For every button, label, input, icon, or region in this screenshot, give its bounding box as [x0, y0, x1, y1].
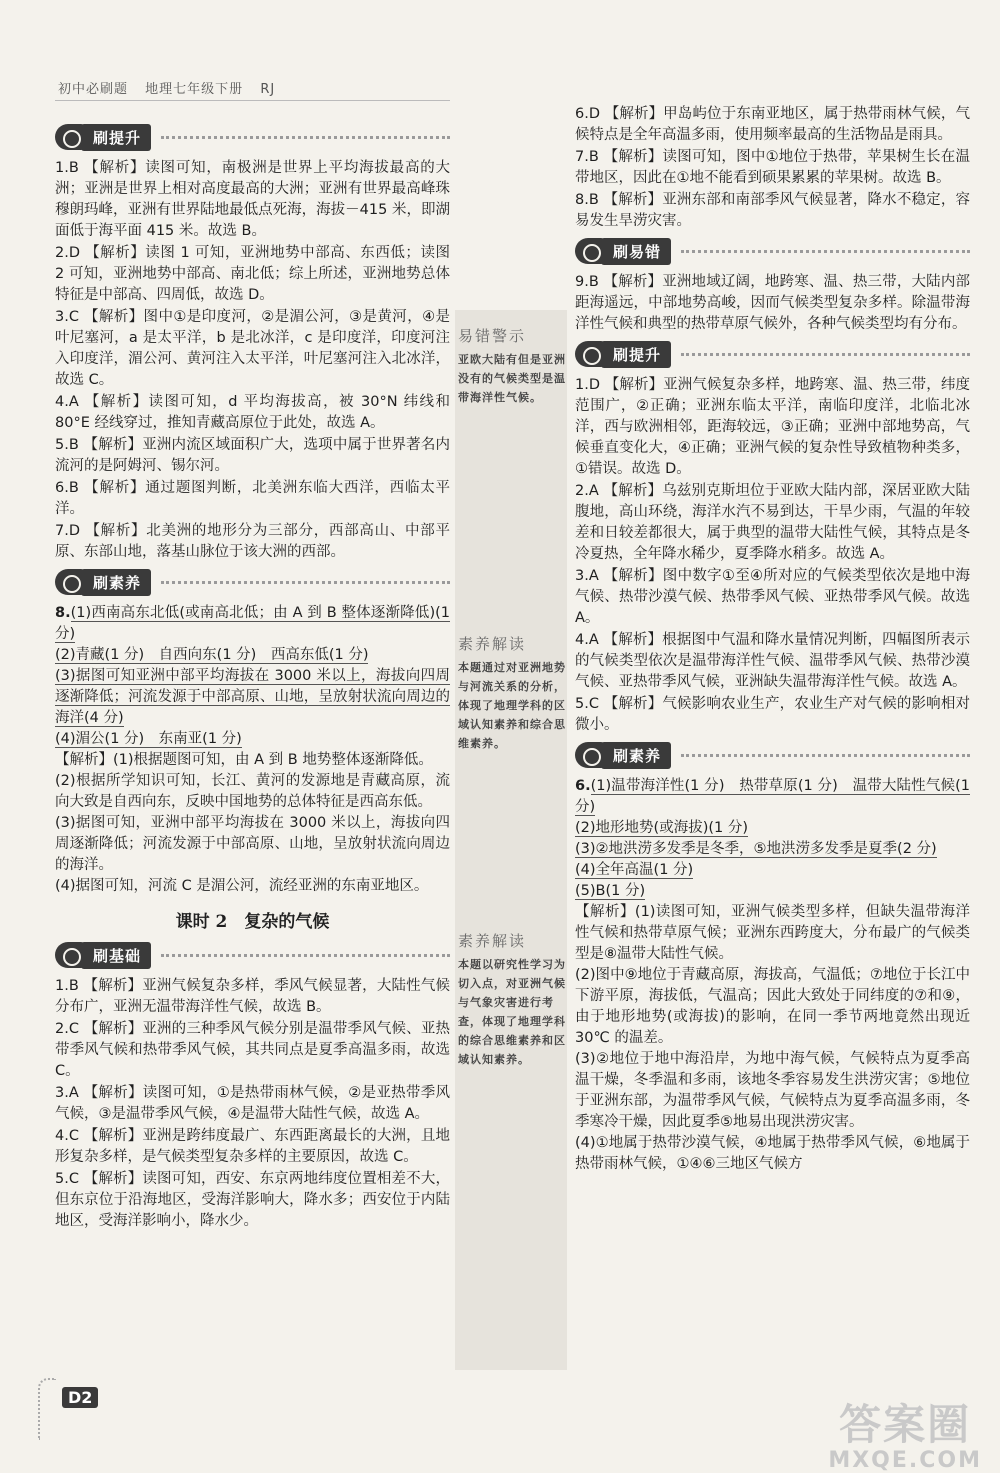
answer-item: 2.C 【解析】亚洲的三种季风气候分别是温带季风气候、亚热带季风气候和热带季风气候，其共同点是夏季高温多雨，故选 C。: [55, 1021, 450, 1079]
left-column: [55, 118, 450, 1233]
answer-line: (1)温带海洋性(1 分) 热带草原(1 分) 温带大陆性气候(1 分): [575, 778, 970, 815]
answer-item: 3.C 【解析】图中①是印度河，②是湄公河，③是黄河，④是叶尼塞河，a 是太平洋，b 是北冰洋，c 是印度洋，印度河注入印度洋，湄公河、黄河注入太平洋，叶尼塞河注入北冰洋，故选 C。: [55, 309, 450, 388]
question-number: 8.: [55, 605, 71, 621]
dotted-rule: [681, 353, 970, 356]
explanation: 【解析】(1)读图可知，亚洲气候类型多样，但缺失温带海洋性气候和热带草原气候；亚洲东西跨度大，分布最广的气候类型是⑧温带大陆性气候。: [575, 904, 970, 962]
answer-item: 1.D 【解析】亚洲气候复杂多样，地跨寒、温、热三带，纬度范围广，②正确；亚洲东临太平洋，南临印度洋，北临北冰洋，西与欧洲相邻，距海较远，③正确；亚洲中部地势高，气候垂直变化大，④正确；亚洲气候的复杂性导致植物种类多，①错误。故选 D。: [575, 377, 970, 477]
header-edition: RJ: [260, 82, 276, 97]
answer-item: 5.B 【解析】亚洲内流区域面积广大，选项中属于世界著名内流河的是阿姆河、锡尔河。: [55, 437, 450, 474]
note-literacy-2: [458, 930, 566, 1069]
pen-badge-icon: [575, 341, 605, 367]
answer-line: (2)地形地势(或海拔)(1 分): [575, 820, 749, 836]
note-literacy-1: [458, 633, 566, 753]
explanation: (3)据图可知，亚洲中部平均海拔在 3000 米以上，海拔向四周逐渐降低；河流发源于中部高原、山地，呈放射状流向周边的海洋。: [55, 815, 450, 873]
answer-line: (4)全年高温(1 分): [575, 862, 694, 878]
answer-item: 9.B 【解析】亚洲地域辽阔，地跨寒、温、热三带，大陆内部距海遥远，中部地势高峻，因而气候类型复杂多样。除温带海洋性气候和典型的热带草原气候外，各种气候类型均有分布。: [575, 274, 970, 332]
note-body: 本题通过对亚洲地势与河流关系的分析，体现了地理学科的区域认知素养和综合思维素养。: [458, 661, 566, 750]
note-body: 本题以研究性学习为切入点，对亚洲气候与气象灾害进行考查，体现了地理学科的综合思维素养和区域认知素养。: [458, 958, 566, 1066]
section-tag-label: 刷素养: [601, 742, 671, 769]
dotted-rule: [161, 581, 450, 584]
watermark-url: MXQE.COM: [828, 1448, 982, 1473]
answer-item: 4.A 【解析】根据图中气温和降水量情况判断，四幅图所表示的气候类型依次是温带海洋性气候、温带季风气候、热带沙漠气候、亚热带季风气候，亚洲缺失温带海洋性气候。故选 A。: [575, 632, 970, 690]
header-series: 初中必刷题: [58, 82, 129, 97]
note-error-warning: [458, 325, 566, 407]
answer-item: 3.A 【解析】图中数字①至④所对应的气候类型依次是地中海气候、热带沙漠气候、热带季风气候、亚热带季风气候。故选 A。: [575, 568, 970, 626]
question-8: [55, 603, 450, 750]
running-header: [58, 78, 287, 97]
dotted-rule: [161, 136, 450, 139]
answer-item: 3.A 【解析】读图可知，①是热带雨林气候，②是亚热带季风气候，③是温带季风气候，④是温带大陆性气候，故选 A。: [55, 1085, 450, 1122]
section-tag-label: 刷易错: [601, 238, 671, 265]
section-tag-jichu: [55, 940, 450, 970]
explanation: (4)①地属于热带沙漠气候，④地属于热带季风气候，⑥地属于热带雨林气候，①④⑥三地区气候方: [575, 1135, 970, 1172]
dotted-rule: [161, 954, 450, 957]
section-tag-label: 刷提升: [81, 124, 151, 151]
watermark: [828, 1392, 982, 1473]
answer-item: 6.B 【解析】通过题图判断，北美洲东临大西洋，西临太平洋。: [55, 480, 450, 517]
note-body: 亚欧大陆有但是亚洲没有的气候类型是温带海洋性气候。: [458, 353, 566, 404]
note-title: 易错警示: [458, 327, 527, 345]
answer-item: 5.C 【解析】气候影响农业生产，农业生产对气候的影响相对微小。: [575, 696, 970, 733]
answer-line: (2)青藏(1 分) 自西向东(1 分) 西高东低(1 分): [55, 647, 369, 663]
watermark-title: 答案圈: [839, 1400, 972, 1449]
answer-line: (3)②地洪涝多发季是冬季，⑤地洪涝多发季是夏季(2 分): [575, 841, 937, 857]
section-tag-suyang-2: [575, 740, 970, 770]
page-corner-decoration: [38, 1378, 56, 1440]
pen-badge-icon: [55, 124, 85, 150]
note-title: 素养解读: [458, 635, 527, 653]
section-tag-tisheng: [55, 122, 450, 152]
explanation: (2)根据所学知识可知，长江、黄河的发源地是青藏高原，流向大致是自西向东，反映中国地势的总体特征是西高东低。: [55, 773, 450, 810]
answer-line: (3)据图可知亚洲中部平均海拔在 3000 米以上，海拔向四周逐渐降低；河流发源于中部高原、山地，呈放射状流向周边的海洋(4 分): [55, 668, 450, 726]
section-tag-tisheng-2: [575, 339, 970, 369]
answer-item: 8.B 【解析】亚洲东部和南部季风气候显著，降水不稳定，容易发生旱涝灾害。: [575, 192, 970, 229]
answer-line: (5)B(1 分): [575, 883, 646, 899]
pen-badge-icon: [575, 238, 605, 264]
answer-item: 6.D 【解析】甲岛屿位于东南亚地区，属于热带雨林气候，气候特点是全年高温多雨，使用频率最高的生活物品是雨具。: [575, 106, 970, 143]
answer-item: 4.A 【解析】读图可知，d 平均海拔高，被 30°N 纬线和 80°E 经线穿过，推知青藏高原位于此处，故选 A。: [55, 394, 450, 431]
explanation: 【解析】(1)根据题图可知，由 A 到 B 地势整体逐渐降低。: [55, 752, 433, 768]
pen-badge-icon: [575, 742, 605, 768]
answer-item: 5.C 【解析】读图可知，西安、东京两地纬度位置相差不大，但东京位于沿海地区，受海洋影响大，降水多；西安位于内陆地区，受海洋影响小，降水少。: [55, 1171, 450, 1229]
section-tag-label: 刷素养: [81, 569, 151, 596]
section-tag-label: 刷基础: [81, 942, 151, 969]
page-number: D2: [62, 1387, 98, 1408]
explanation: (3)②地位于地中海沿岸，为地中海气候，气候特点为夏季高温干燥，冬季温和多雨，该地冬季容易发生洪涝灾害；⑤地位于亚洲东部，为温带季风气候，气候特点为夏季高温多雨，冬季寒冷干燥，因此夏季⑤地易出现洪涝灾害。: [575, 1051, 970, 1130]
question-6: [575, 776, 970, 902]
answer-item: 2.A 【解析】乌兹别克斯坦位于亚欧大陆内部，深居亚欧大陆腹地，高山环绕，海洋水汽不易到达，干旱少雨，气温的年较差和日较差都很大，属于典型的温带大陆性气候，其特点是冬冷夏热，全年降水稀少，夏季降水稍多。故选 A。: [575, 483, 970, 562]
explanation: (2)图中⑨地位于青藏高原，海拔高，气温低；⑦地位于长江中下游平原，海拔低，气温高；因此大致处于同纬度的⑦和⑨，由于地形地势(或海拔)的影响，在同一季节两地竟然出现近 30℃ 的温差。: [575, 967, 970, 1046]
pen-badge-icon: [55, 569, 85, 595]
note-title: 素养解读: [458, 932, 527, 950]
section-tag-suyang: [55, 567, 450, 597]
answer-item: 2.D 【解析】读图 1 可知，亚洲地势中部高、东西低；读图 2 可知，亚洲地势中部高、南北低；综上所述，亚洲地势总体特征是中部高、四周低，故选 D。: [55, 245, 450, 303]
section-tag-label: 刷提升: [601, 341, 671, 368]
margin-notes-column: [455, 310, 567, 1370]
dotted-rule: [681, 250, 970, 253]
pen-badge-icon: [55, 942, 85, 968]
dotted-rule: [681, 754, 970, 757]
explanation: (4)据图可知，河流 C 是湄公河，流经亚洲的东南亚地区。: [55, 878, 429, 894]
answer-item: 1.B 【解析】读图可知，南极洲是世界上平均海拔最高的大洲；亚洲是世界上相对高度最高的大洲；亚洲有世界最高峰珠穆朗玛峰，亚洲有世界陆地最低点死海，海拔－415 米，即湖面低于海平面 415 米。故选 B。: [55, 160, 450, 239]
question-number: 6.: [575, 778, 591, 794]
header-rule: [55, 100, 450, 101]
answer-line: (4)湄公(1 分) 东南亚(1 分): [55, 731, 242, 747]
answer-item: 1.B 【解析】亚洲气候复杂多样，季风气候显著，大陆性气候分布广，亚洲无温带海洋性气候，故选 B。: [55, 978, 450, 1015]
answer-line: (1)西南高东北低(或南高北低；由 A 到 B 整体逐渐降低)(1 分): [55, 605, 450, 642]
header-subject: 地理七年级下册: [145, 82, 244, 97]
answer-item: 7.D 【解析】北美洲的地形分为三部分，西部高山、中部平原、东部山地，落基山脉位于该大洲的西部。: [55, 523, 450, 560]
right-column: [575, 104, 970, 1175]
section-tag-yicuo: [575, 236, 970, 266]
answer-item: 7.B 【解析】读图可知，图中①地位于热带，苹果树生长在温带地区，因此在①地不能看到硕果累累的苹果树。故选 B。: [575, 149, 970, 186]
answer-item: 4.C 【解析】亚洲是跨纬度最广、东西距离最长的大洲，且地形复杂多样，是气候类型复杂多样的主要原因，故选 C。: [55, 1128, 450, 1165]
lesson-title: 课时 2 复杂的气候: [175, 912, 330, 932]
